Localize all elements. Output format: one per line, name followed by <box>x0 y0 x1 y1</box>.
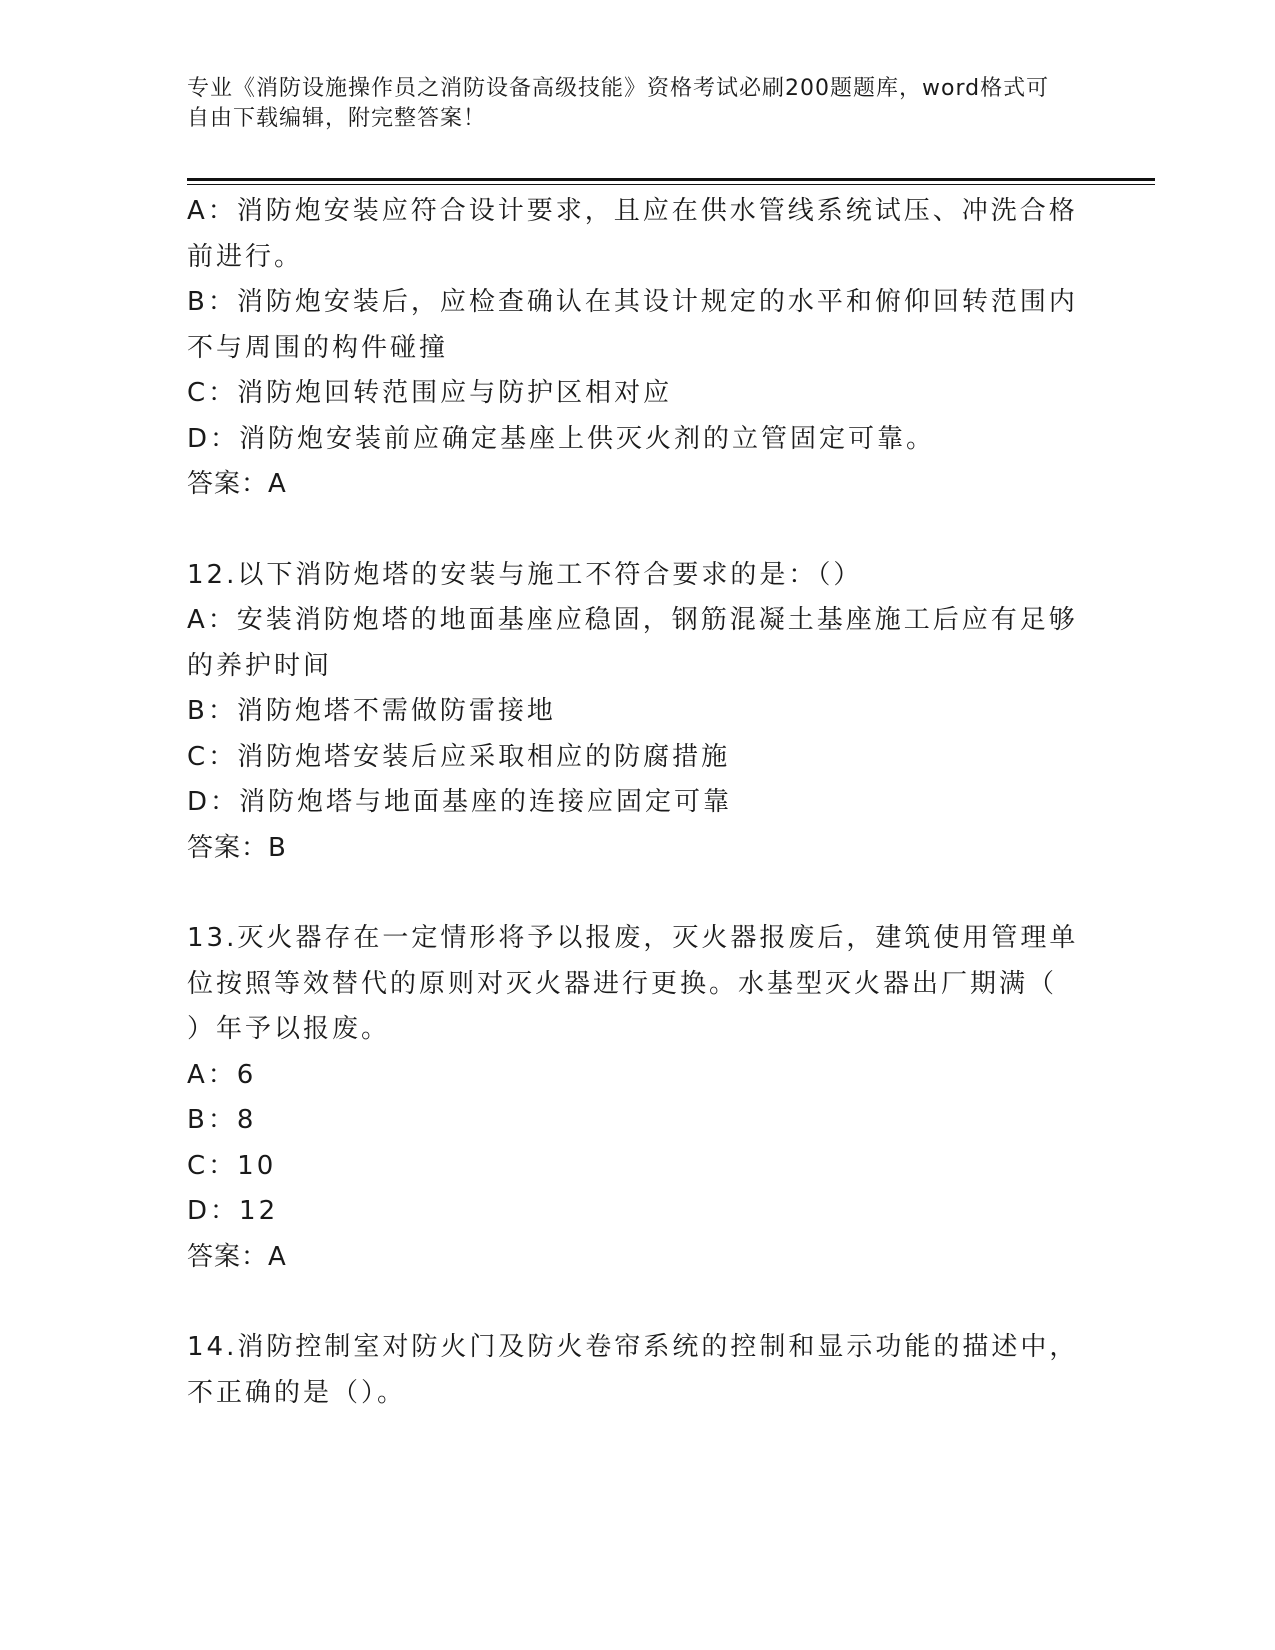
answer-line: 答案：A <box>187 1241 287 1272</box>
question-gap <box>187 871 1087 916</box>
option-c <box>187 735 1087 781</box>
question-stem: 12.以下消防炮塔的安装与施工不符合要求的是：（） <box>187 559 863 590</box>
question-stem: 13.灭火器存在一定情形将予以报废，灭火器报废后，建筑使用管理单 <box>187 923 1079 953</box>
option-line: C：消防炮回转范围应与防护区相对应 <box>187 378 673 408</box>
option-a <box>187 189 1087 280</box>
question-stem: 位按照等效替代的原则对灭火器进行更换。水基型灭火器出厂期满（ <box>187 968 1058 999</box>
option-line: A：消防炮安装应符合设计要求，且应在供水管线系统试压、冲洗合格 <box>187 196 1078 226</box>
option-a <box>187 598 1087 689</box>
option-line: 前进行。 <box>187 241 304 272</box>
option-line: D：消防炮塔与地面基座的连接应固定可靠 <box>187 787 733 817</box>
option-line: D：消防炮安装前应确定基座上供灭火剂的立管固定可靠。 <box>187 423 936 454</box>
document-header: 专业《消防设施操作员之消防设备高级技能》资格考试必刷200题题库，word格式可自由下载编辑，附完整答案！ <box>187 76 1050 131</box>
option-b: B：8 <box>187 1105 257 1135</box>
option-c: C：10 <box>187 1150 277 1181</box>
document-body <box>187 189 1087 1416</box>
option-line: C：消防炮塔安装后应采取相应的防腐措施 <box>187 741 731 772</box>
question-14 <box>187 1325 1087 1416</box>
option-d <box>187 780 1087 826</box>
question-11 <box>187 189 1087 508</box>
option-c <box>187 371 1087 417</box>
option-line: A：安装消防炮塔的地面基座应稳固，钢筋混凝土基座施工后应有足够 <box>187 605 1078 635</box>
option-line: 的养护时间 <box>187 650 333 681</box>
question-stem: 不正确的是（）。 <box>187 1377 407 1408</box>
option-d: D：12 <box>187 1196 279 1226</box>
question-gap <box>187 1280 1087 1325</box>
option-line: B：消防炮安装后，应检查确认在其设计规定的水平和俯仰回转范围内 <box>187 287 1078 317</box>
option-line: 不与周围的构件碰撞 <box>187 332 449 363</box>
option-b <box>187 280 1087 371</box>
question-stem: ）年予以报废。 <box>187 1014 391 1044</box>
question-13 <box>187 916 1087 1280</box>
header-rule-thin <box>187 184 1155 185</box>
question-12 <box>187 553 1087 872</box>
answer-line: 答案：A <box>187 469 287 499</box>
option-d <box>187 417 1087 463</box>
option-a: A：6 <box>187 1059 257 1090</box>
header-rule-thick <box>187 178 1155 181</box>
option-line: B：消防炮塔不需做防雷接地 <box>187 696 556 726</box>
option-b <box>187 689 1087 735</box>
answer-line: 答案：B <box>187 832 287 863</box>
question-gap <box>187 508 1087 553</box>
question-stem: 14.消防控制室对防火门及防火卷帘系统的控制和显示功能的描述中， <box>187 1332 1079 1362</box>
